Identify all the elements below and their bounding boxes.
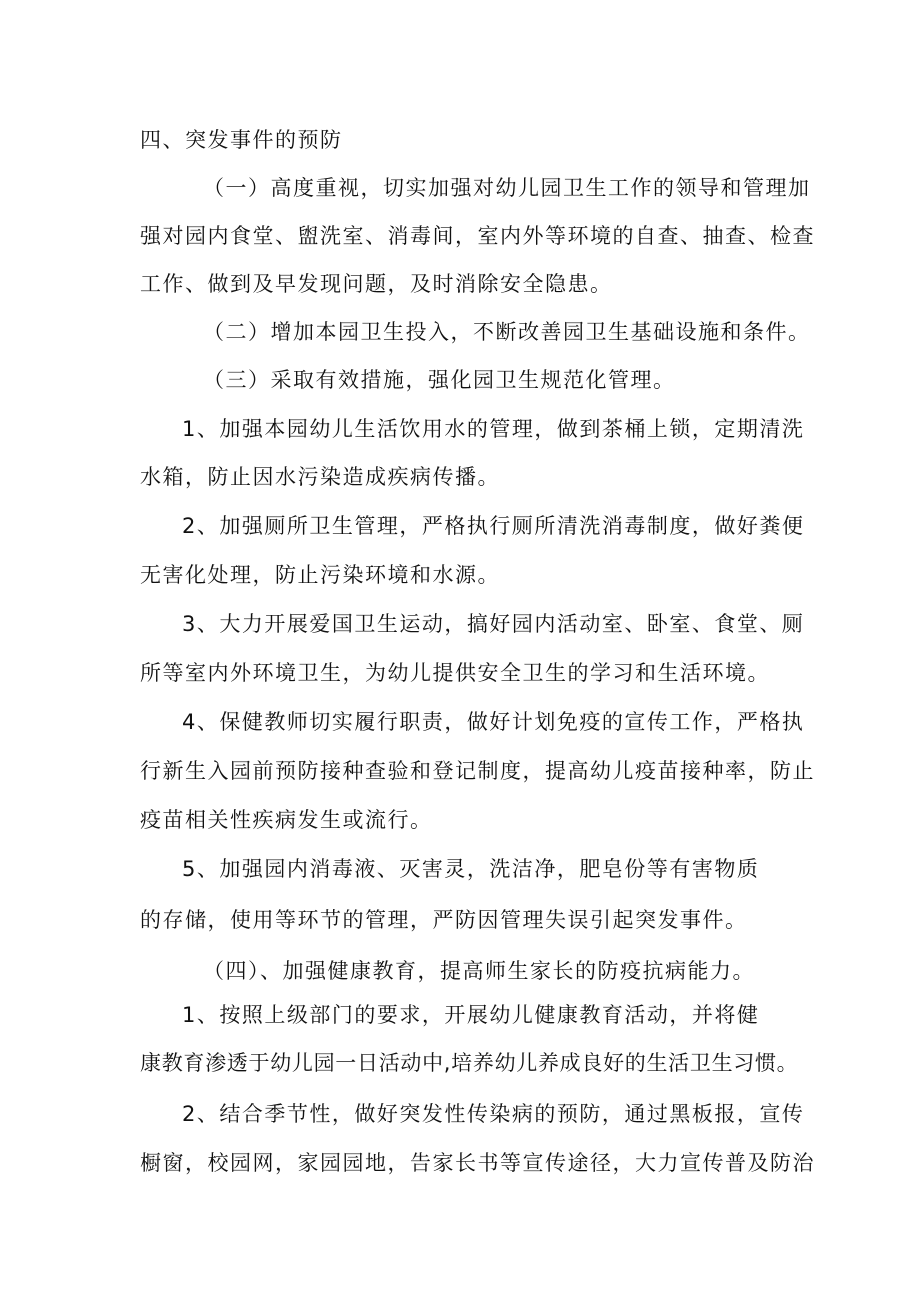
paragraph-line: （一）高度重视，切实加强对幼儿园卫生工作的领导和管理加 <box>203 176 811 200</box>
paragraph-line: （三）采取有效措施，强化园卫生规范化管理。 <box>203 368 676 392</box>
paragraph-line: 2、加强厕所卫生管理，严格执行厕所清洗消毒制度，做好粪便 <box>182 514 805 538</box>
paragraph-line: 橱窗，校园网，家园园地，告家长书等宣传途径，大力宣传普及防治 <box>140 1151 815 1175</box>
paragraph-line: 行新生入园前预防接种查验和登记制度，提高幼儿疫苗接种率，防止 <box>140 759 815 783</box>
paragraph-line: 无害化处理，防止污染环境和水源。 <box>140 563 500 587</box>
paragraph-line: 工作、做到及早发现问题，及时消除安全隐患。 <box>140 272 613 296</box>
paragraph-line: 1、按照上级部门的要求，开展幼儿健康教育活动，并将健 <box>182 1003 760 1027</box>
paragraph-line: 强对园内食堂、盥洗室、消毒间，室内外等环境的自查、抽查、检查 <box>140 224 815 248</box>
paragraph-line: 4、保健教师切实履行职责，做好计划免疫的宣传工作，严格执 <box>182 710 805 734</box>
paragraph-line: 所等室内外环境卫生，为幼儿提供安全卫生的学习和生活环境。 <box>140 661 770 685</box>
section-heading: 四、突发事件的预防 <box>140 128 343 152</box>
paragraph-line: 水箱，防止因水污染造成疾病传播。 <box>140 465 500 489</box>
paragraph-line: 的存储，使用等环节的管理，严防因管理失误引起突发事件。 <box>140 908 748 932</box>
paragraph-line: 2、结合季节性，做好突发性传染病的预防，通过黑板报，宣传 <box>182 1102 805 1126</box>
paragraph-line: 5、加强园内消毒液、灭害灵，洗洁净，肥皂份等有害物质 <box>182 857 760 881</box>
paragraph-line: 康教育渗透于幼儿园一日活动中,培养幼儿养成良好的生活卫生习惯。 <box>140 1051 799 1075</box>
paragraph-line: （二）增加本园卫生投入，不断改善园卫生基础设施和条件。 <box>203 320 811 344</box>
paragraph-line: 1、加强本园幼儿生活饮用水的管理，做到茶桶上锁，定期清洗 <box>182 417 805 441</box>
paragraph-line: 疫苗相关性疾病发生或流行。 <box>140 808 433 832</box>
paragraph-line: （四）、加强健康教育，提高师生家长的防疫抗病能力。 <box>203 959 755 983</box>
paragraph-line: 3、大力开展爱国卫生运动，搞好园内活动室、卧室、食堂、厕 <box>182 612 805 636</box>
